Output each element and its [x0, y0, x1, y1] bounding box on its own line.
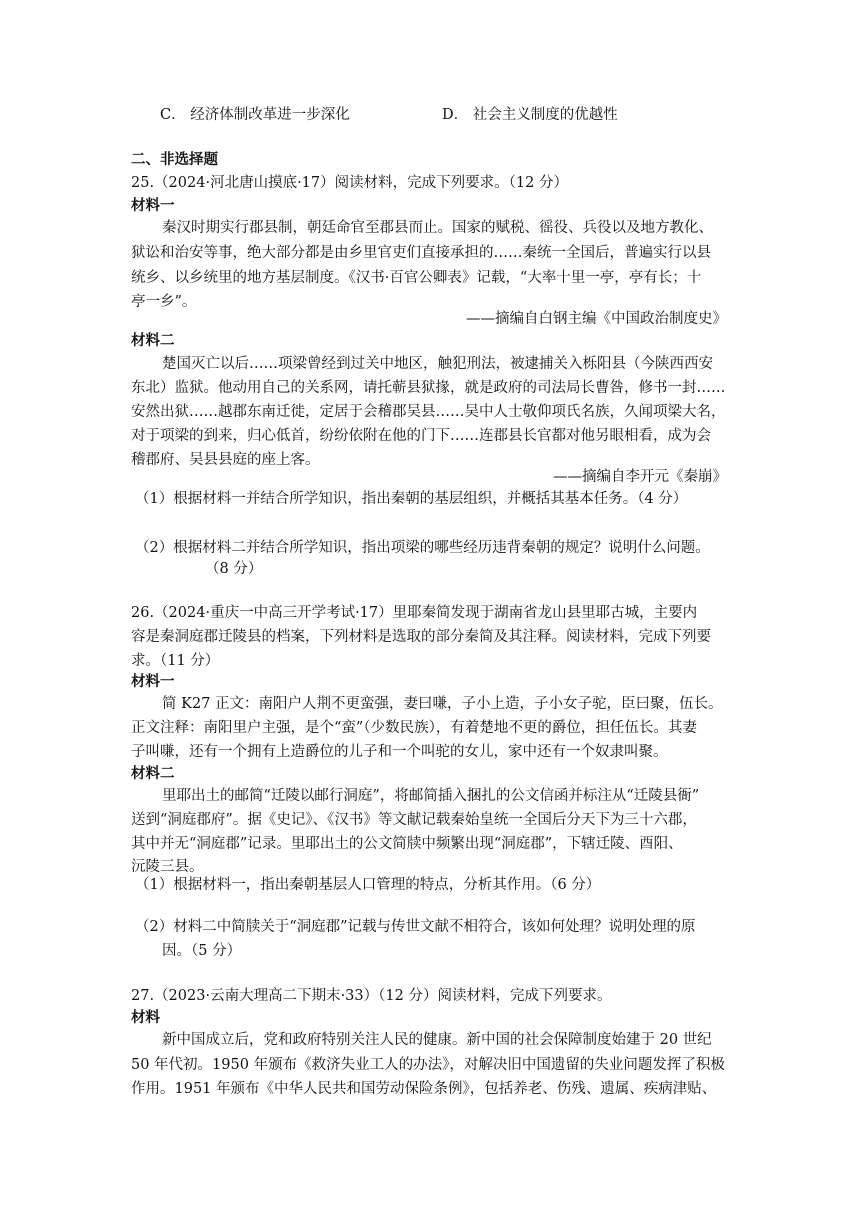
q25-material2-line: 东北）监狱。他动用自己的关系网，请托蕲县狱掾，就是政府的司法局长曹咎，修书一封…… [131, 380, 726, 396]
q25-material1-line: 亭一乡”。 [131, 294, 197, 310]
q27-material-line: 50 年代初。1950 年颁布《救济失业工人的办法》，对解决旧中国遗留的失业问题发挥了积极 [131, 1057, 725, 1073]
q26-material1-line: 子叫嗛，还有一个拥有上造爵位的儿子和一个叫驼的女儿，家中还有一个奴隶叫聚。 [131, 744, 668, 760]
option-c: C． 经济体制改革进一步深化 [160, 107, 350, 123]
q27-material-line: 作用。1951 年颁布《中华人民共和国劳动保险条例》，包括养老、伤残、遗属、疾病津贴、 [131, 1081, 717, 1097]
q25-material1-source: ——摘编自白钢主编《中国政治制度史》 [466, 311, 727, 327]
q26-material1-line: 简 K27 正文：南阳户人荆不更蛮强，妻曰嗛，子小上造，子小女子驼，臣曰聚，伍长。 [162, 696, 723, 712]
q26-header: 容是秦洞庭郡迁陵县的档案，下列材料是选取的部分秦简及其注释。阅读材料，完成下列要 [131, 629, 711, 645]
q26-subquestion-1: （1）根据材料一，指出秦朝基层人口管理的特点，分析其作用。（6 分） [135, 877, 601, 893]
q25-material2-line: 楚国灭亡以后……项梁曾经到过关中地区，触犯刑法，被逮捕关入栎阳县（今陕西西安 [162, 356, 713, 372]
q25-subquestion-2: （2）根据材料二并结合所学知识，指出项梁的哪些经历违背秦朝的规定？说明什么问题。 [135, 540, 710, 556]
q26-material2-line: 送到“洞庭郡府”。据《史记》、《汉书》等文献记载秦始皇统一全国后分天下为三十六郡， [131, 812, 697, 828]
q25-material2-source: ——摘编自李开元《秦崩》 [553, 469, 727, 485]
q26-material2-line: 其中并无“洞庭郡”记录。里耶出土的公文简牍中频繁出现“洞庭郡”，下辖迁陵、酉阳、 [131, 836, 683, 852]
q27-material-label: 材料 [131, 1010, 160, 1026]
q26-material2-label: 材料二 [131, 766, 175, 782]
q25-material2-label: 材料二 [131, 333, 175, 349]
q26-subquestion-2: （2）材料二中简牍关于“洞庭郡”记载与传世文献不相符合，该如何处理？说明处理的原 [135, 919, 696, 935]
q26-material1-label: 材料一 [131, 674, 175, 690]
q27-material-line: 新中国成立后，党和政府特别关注人民的健康。新中国的社会保障制度始建于 20 世纪 [162, 1032, 712, 1048]
q26-header: 求。（11 分） [131, 653, 220, 669]
q26-material2-line: 里耶出土的邮简“迁陵以邮行洞庭”，将邮简插入捆扎的公文信函并标注从“迁陵县衙” [162, 788, 700, 804]
q25-material2-line: 安然出狱……越郡东南迁徙，定居于会稽郡吴县……吴中人士敬仰项氏名族，久闻项梁大名， [131, 404, 726, 420]
q26-subquestion-2-cont: 因。（5 分） [162, 943, 242, 959]
q25-material2-line: 稽郡府、吴县县庭的座上客。 [131, 452, 320, 468]
section-title: 二、非选择题 [131, 152, 218, 168]
q25-header: 25.（2024·河北唐山摸底·17）阅读材料，完成下列要求。（12 分） [131, 175, 568, 191]
q25-material1-line: 统乡、以乡统里的地方基层制度。《汉书·百官公卿表》记载，“大率十里一亭，亭有长；十 [131, 270, 702, 286]
q27-header: 27.（2023·云南大理高二下期末·33）（12 分）阅读材料，完成下列要求。 [131, 988, 612, 1004]
q26-material1-line: 正文注释：南阳里户主强，是个“蛮”（少数民族），有着楚地不更的爵位，担任伍长。其妻 [131, 720, 697, 736]
q25-material1-line: 狱讼和治安等事，绝大部分都是由乡里官吏们直接承担的……秦统一全国后，普遍实行以县 [131, 245, 711, 261]
q26-header: 26.（2024·重庆一中高三开学考试·17）里耶秦简发现于湖南省龙山县里耶古城，主要内 [131, 605, 698, 621]
q25-material1-label: 材料一 [131, 198, 175, 214]
q26-material2-line: 沅陵三县。 [131, 859, 204, 875]
q25-material1-line: 秦汉时期实行郡县制，朝廷命官至郡县而止。国家的赋税、徭役、兵役以及地方教化、 [162, 220, 713, 236]
q25-subquestion-1: （1）根据材料一并结合所学知识，指出秦朝的基层组织，并概括其基本任务。（4 分） [135, 491, 688, 507]
option-d: D． 社会主义制度的优越性 [442, 107, 618, 123]
q25-subquestion-2-cont: （8 分） [205, 561, 263, 577]
q25-material2-line: 对于项梁的到来，归心低首，纷纷依附在他的门下……连郡县长官都对他另眼相看，成为会 [131, 428, 711, 444]
